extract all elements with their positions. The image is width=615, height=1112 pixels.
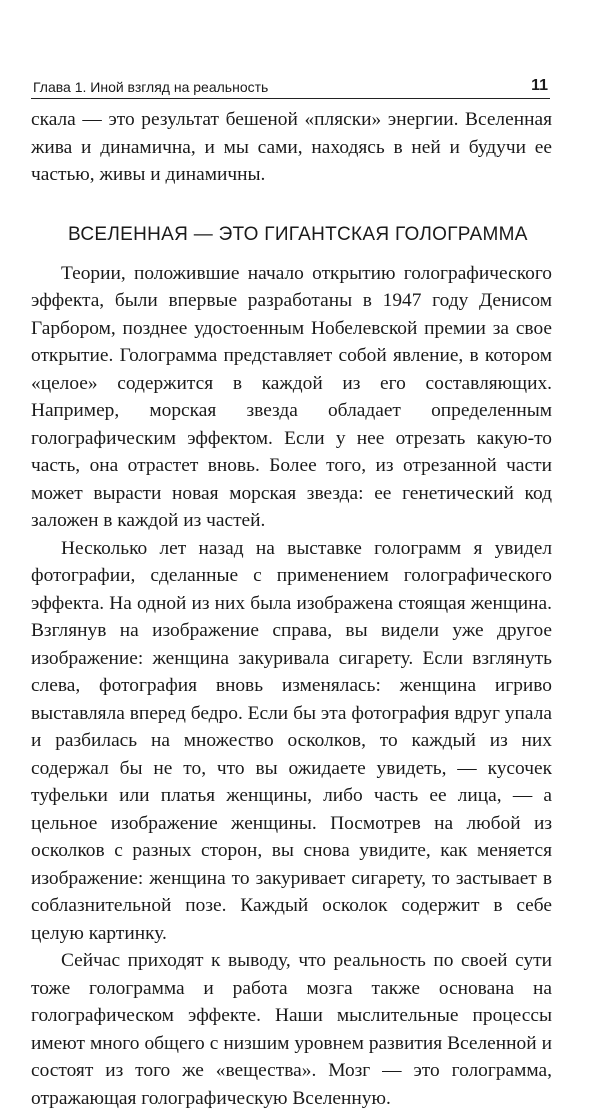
- paragraph: Теории, положившие начало открытию голографического эффекта, были впервые разработаны в 1947 году Денисом Гарбором, позднее удостоенным Нобелевской премии за свое открытие. Голограмма представляет собой явление, в котором «целое» содержится в каждой из его составляющих. Например, морская звезда обладает определенным голографическим эффектом. Если у нее отрезать какую-то часть, она отрастет вновь. Более того, из отрезанной части может вырасти новая морская звезда: ее генетический код заложен в каждой из частей.: [31, 262, 552, 531]
- page-body: [31, 106, 552, 1112]
- paragraph: Сейчас приходят к выводу, что реальность по своей сути тоже голограмма и работа мозга также основана на голографическом эффекте. Наши мыслительные процессы имеют много общего с низшим уровнем развития Вселенной и состоят из того же «вещества». Мозг — это голограмма, отражающая голографическую Вселенную.: [31, 950, 552, 1109]
- running-header: [31, 76, 550, 99]
- paragraph: Несколько лет назад на выставке голограмм я увидел фотографии, сделанные с применением голографического эффекта. На одной из них была изображена стоящая женщина. Взглянув на изображение справа, вы видели уже другое изображение: женщина закуривала сигарету. Если взглянуть слева, фотография вновь изменялась: женщина игриво выставляла вперед бедро. Если бы эта фотография вдруг упала и разбилась на множество осколков, то каждый из них содержал бы не то, что вы ожидаете увидеть, — кусочек туфельки или платья женщины, либо часть ее лица, — а цельное изображение женщины. Посмотрев на любой из осколков с разных сторон, вы снова увидите, как меняется изображение: женщина то закуривает сигарету, то застывает в соблазнительной позе. Каждый осколок содержит в себе целую картинку.: [31, 537, 552, 944]
- section-heading: ВСЕЛЕННАЯ — ЭТО ГИГАНТСКАЯ ГОЛОГРАММА: [68, 223, 528, 245]
- intro-paragraph: скала — это результат бешеной «пляски» энергии. Вселенная жива и динамична, и мы сами, находясь в ней и будучи ее частью, живы и динамичны.: [31, 109, 552, 185]
- chapter-title: Глава 1. Иной взгляд на реальность: [33, 79, 269, 95]
- page-number: 11: [531, 77, 548, 94]
